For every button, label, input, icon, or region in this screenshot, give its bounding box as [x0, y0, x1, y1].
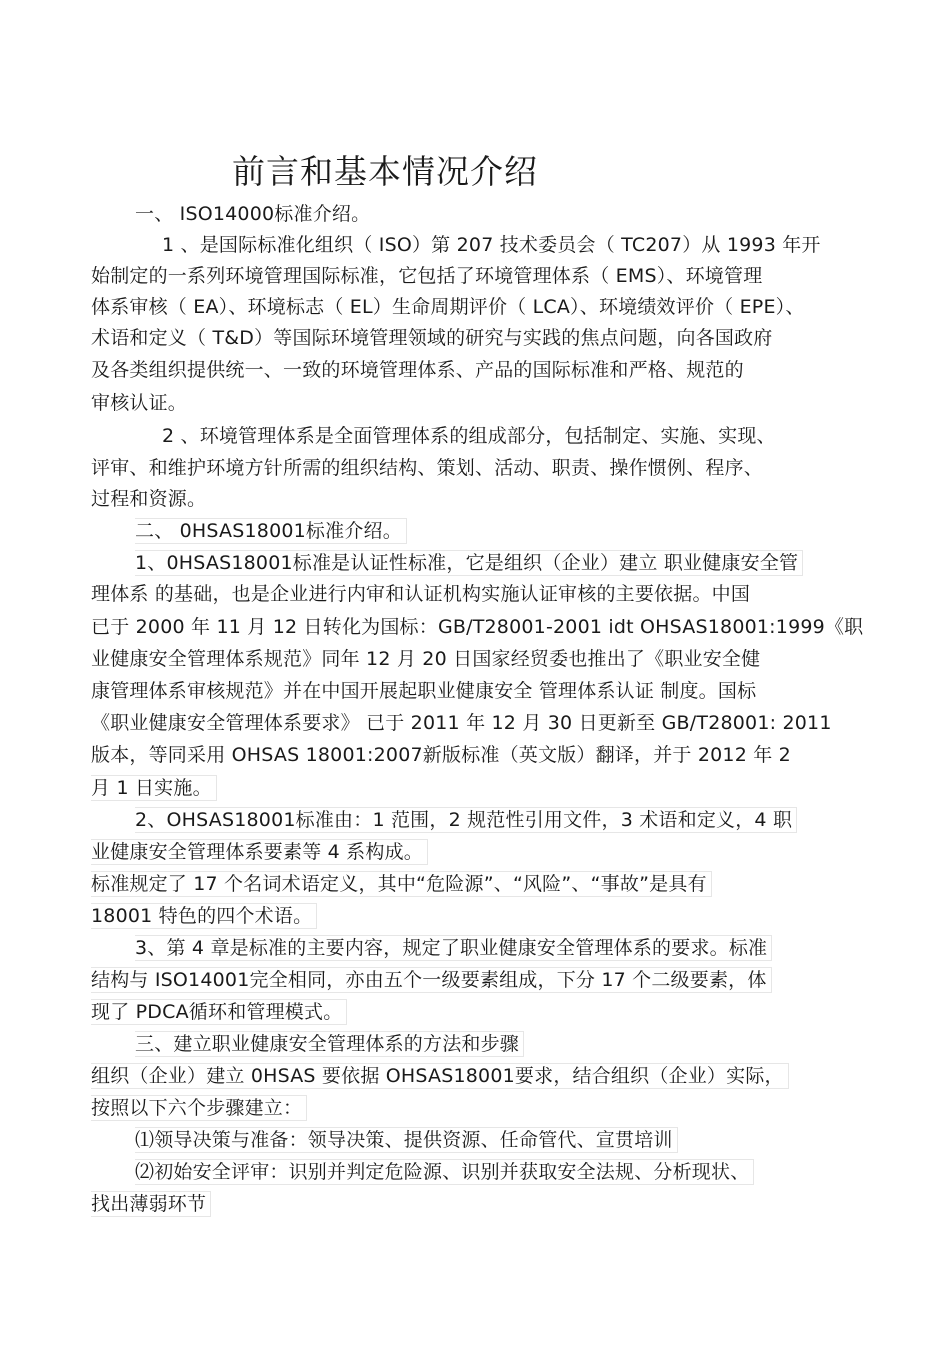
paragraph-line: 2 、环境管理体系是全面管理体系的组成部分，包括制定、实施、实现、: [162, 425, 776, 447]
paragraph-line: 标准规定了 17 个名词术语定义，其中“危险源”、“风险”、“事故”是具有: [91, 871, 712, 897]
section-heading-iso14000: 一、 ISO14000标准介绍。: [135, 203, 371, 225]
paragraph-line: 康管理体系审核规范》并在中国开展起职业健康安全 管理体系认证 制度。国标: [91, 680, 757, 702]
paragraph-line: 组织（企业）建立 0HSAS 要依据 OHSAS18001要求，结合组织（企业）实际，: [91, 1063, 789, 1089]
paragraph-line: 18001 特色的四个术语。: [91, 903, 317, 929]
paragraph-line: 及各类组织提供统一、一致的环境管理体系、产品的国际标准和严格、规范的: [91, 359, 744, 381]
paragraph-line: 按照以下六个步骤建立：: [91, 1095, 307, 1121]
paragraph-line: 术语和定义（ T&D）等国际环境管理领域的研究与实践的焦点问题，向各国政府: [91, 327, 773, 349]
paragraph-line: 评审、和维护环境方针所需的组织结构、策划、活动、职责、操作惯例、程序、: [91, 457, 764, 479]
paragraph-line: 2、OHSAS18001标准由：1 范围，2 规范性引用文件，3 术语和定义，4 职: [135, 807, 797, 833]
paragraph-line: 结构与 ISO14001完全相同，亦由五个一级要素组成，下分 17 个二级要素，体: [91, 967, 772, 993]
step-item: ⑴领导决策与准备：领导决策、提供资源、任命管代、宣贯培训: [135, 1127, 678, 1153]
paragraph-line: 业健康安全管理体系要素等 4 系构成。: [91, 839, 428, 865]
paragraph-line: 体系审核（ EA）、环境标志（ EL）生命周期评价（ LCA）、环境绩效评价（ EPE）、: [91, 296, 805, 318]
paragraph-line: 找出薄弱环节: [91, 1191, 211, 1217]
paragraph-line: 理体系 的基础，也是企业进行内审和认证机构实施认证审核的主要依据。中国: [91, 583, 751, 605]
paragraph-line: 始制定的一系列环境管理国际标准，它包括了环境管理体系（ EMS）、环境管理: [91, 265, 763, 287]
section-heading-methods: 三、建立职业健康安全管理体系的方法和步骤: [135, 1031, 524, 1057]
paragraph-line: 业健康安全管理体系规范》同年 12 月 20 日国家经贸委也推出了《职业安全健: [91, 648, 761, 670]
paragraph-line: 3、第 4 章是标准的主要内容，规定了职业健康安全管理体系的要求。标准: [135, 935, 772, 961]
section-heading-ohsas18001: 二、 0HSAS18001标准介绍。: [135, 518, 407, 544]
paragraph-line: 已于 2000 年 11 月 12 日转化为国标：GB/T28001-2001 idt OHSAS18001:1999《职: [91, 616, 864, 638]
step-item: ⑵初始安全评审：识别并判定危险源、识别并获取安全法规、分析现状、: [135, 1159, 754, 1185]
paragraph-line: 审核认证。: [91, 392, 188, 414]
paragraph-line: 现了 PDCA循环和管理模式。: [91, 999, 347, 1025]
paragraph-line: 月 1 日实施。: [91, 775, 217, 801]
paragraph-line: 1 、是国际标准化组织（ ISO）第 207 技术委员会（ TC207）从 1993 年开: [162, 234, 821, 256]
paragraph-line: 版本，等同采用 OHSAS 18001:2007新版标准（英文版）翻译，并于 2012 年 2: [91, 744, 791, 766]
paragraph-line: 《职业健康安全管理体系要求》 已于 2011 年 12 月 30 日更新至 GB/T28001: 2011: [91, 712, 832, 734]
paragraph-line: 1、0HSAS18001标准是认证性标准，它是组织（企业）建立 职业健康安全管: [135, 550, 803, 576]
paragraph-line: 过程和资源。: [91, 488, 207, 510]
document-title: 前言和基本情况介绍: [232, 152, 538, 191]
